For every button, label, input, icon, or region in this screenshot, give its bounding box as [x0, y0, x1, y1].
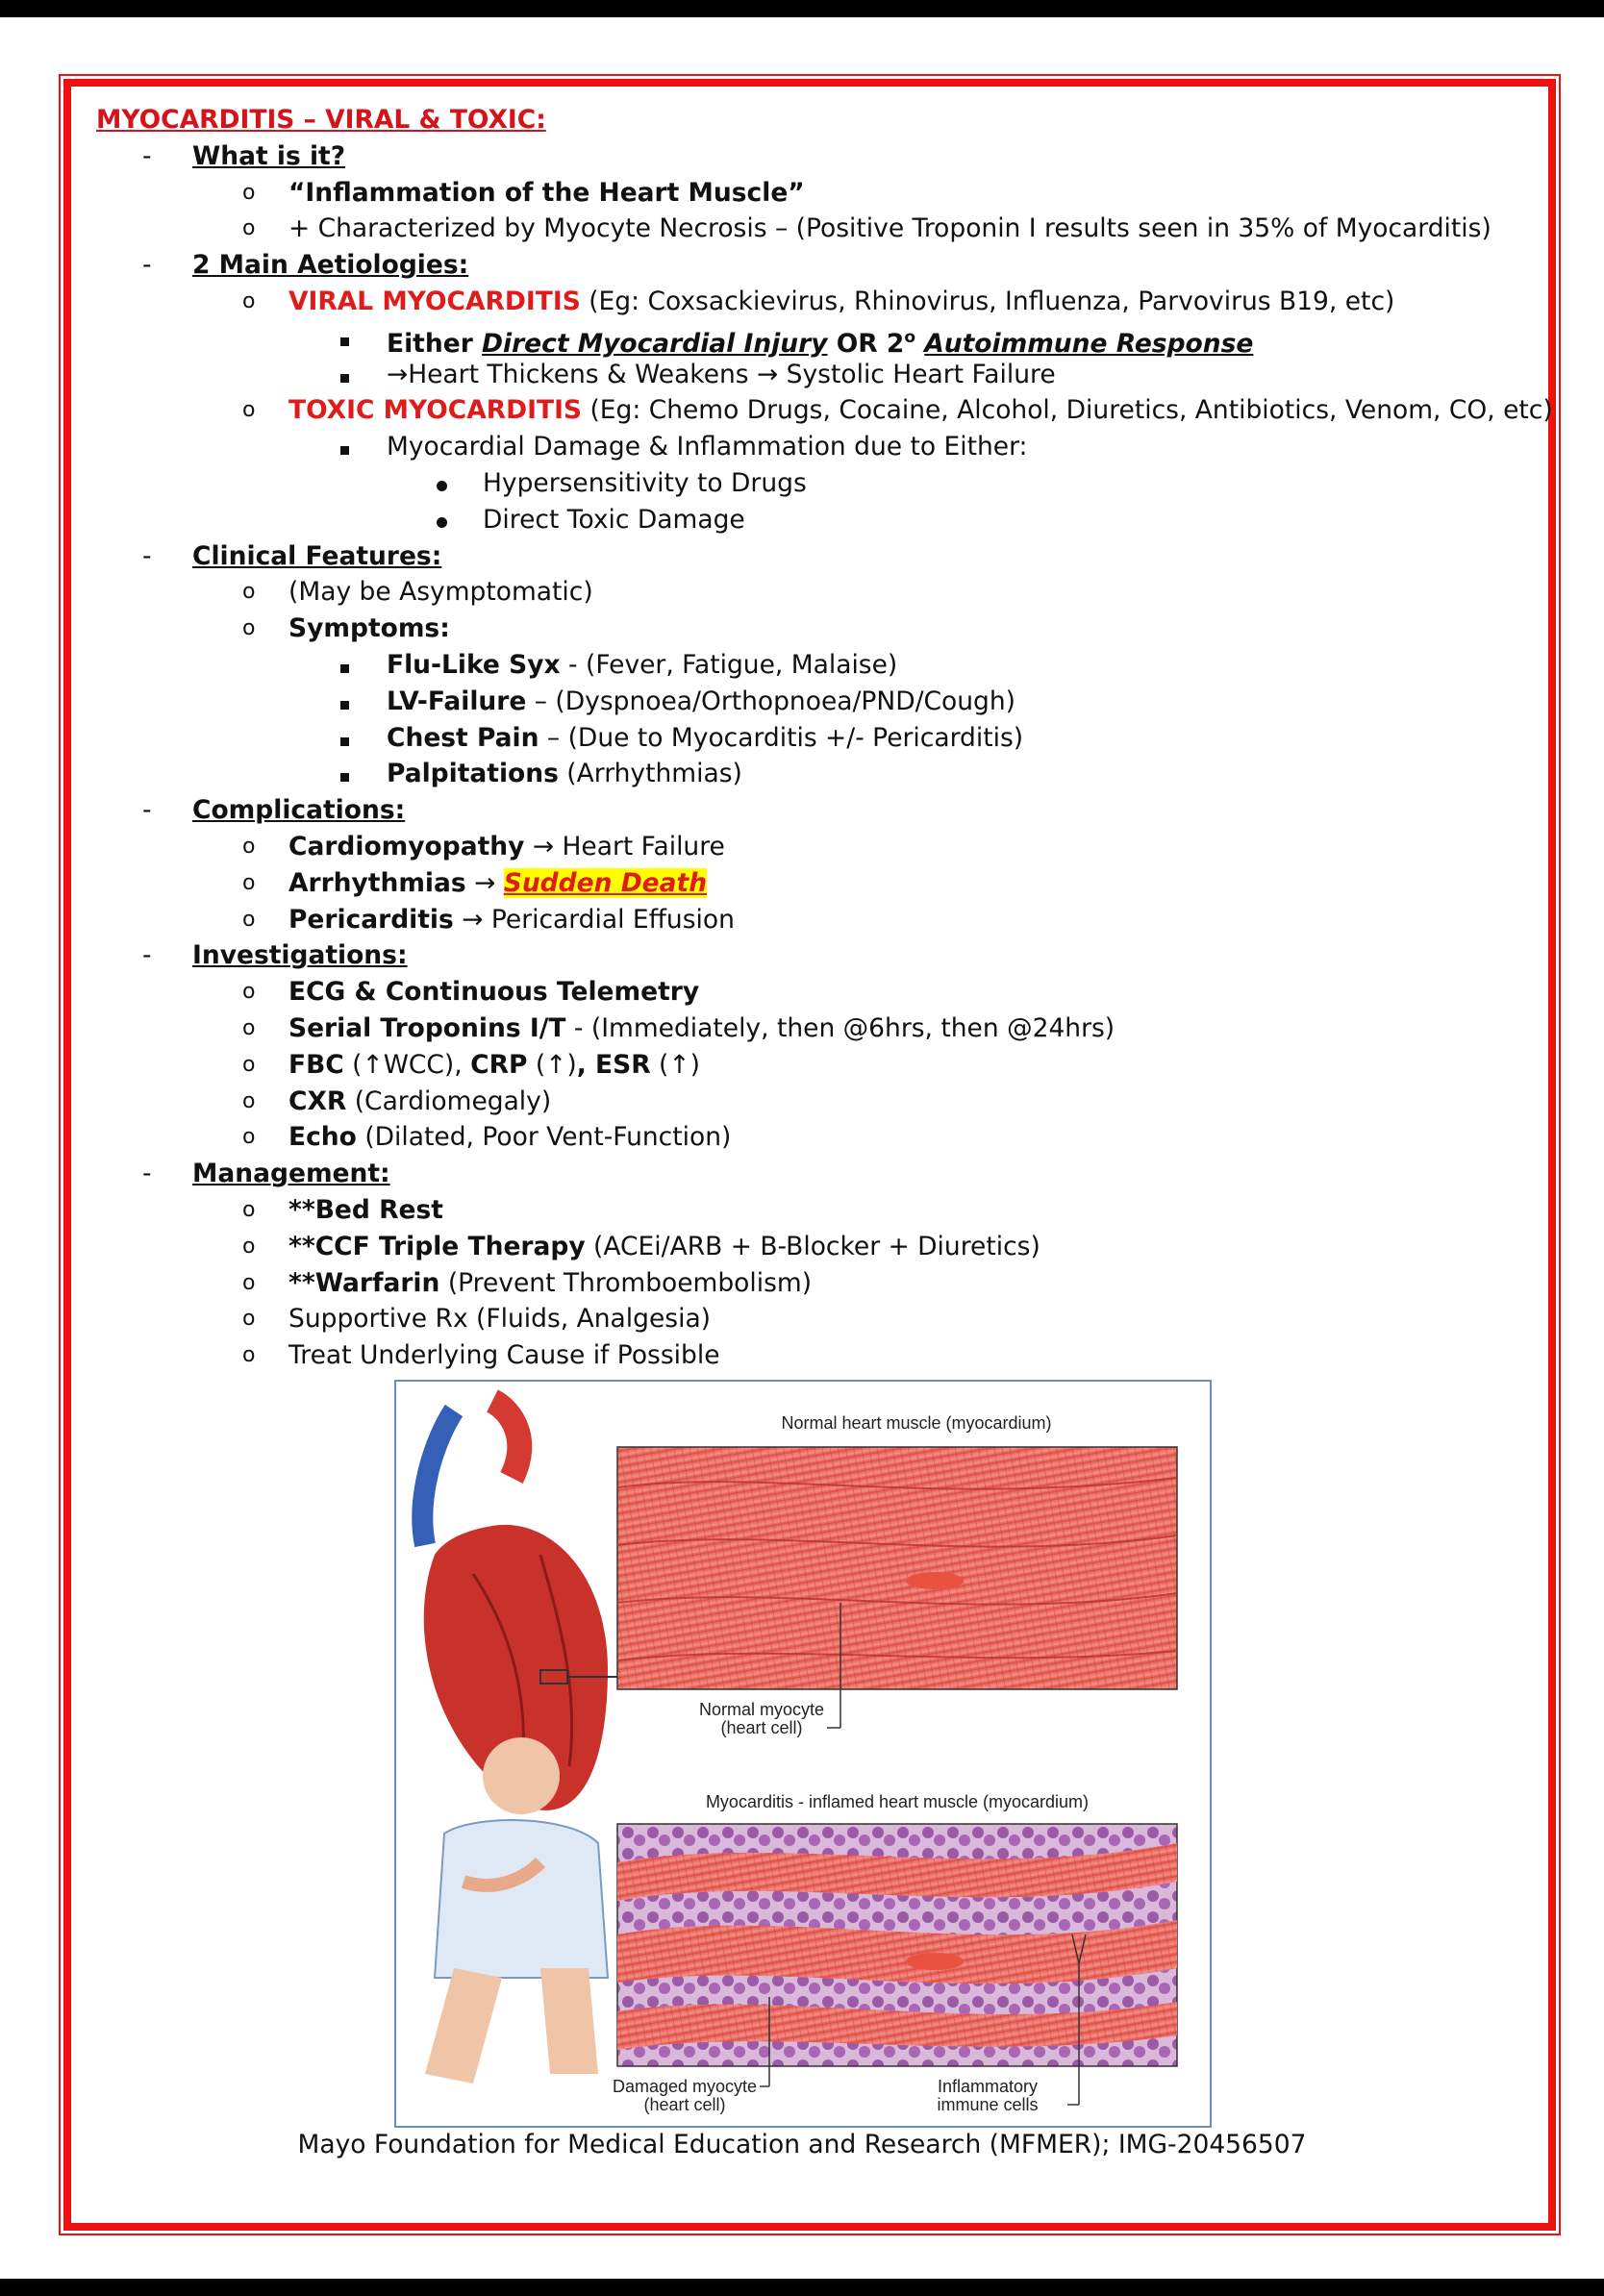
symptom-2	[387, 684, 1015, 720]
list-item	[94, 1301, 1517, 1337]
square-bullet-icon	[340, 720, 349, 757]
normal-muscle-panel	[617, 1447, 1177, 1689]
text: - (Immediately, then @6hrs, then @24hrs)	[565, 1012, 1115, 1043]
management-1: **Bed Rest	[288, 1194, 443, 1225]
circle-bullet: o	[242, 1052, 256, 1077]
list-item	[94, 1192, 1517, 1229]
toxic-label: TOXIC MYOCARDITIS	[288, 395, 583, 426]
text: (↑WCC),	[343, 1049, 471, 1080]
toxic-cause-1: Hypersensitivity to Drugs	[483, 467, 807, 498]
square-bullet-icon	[340, 756, 349, 792]
square-bullet-icon	[340, 684, 349, 720]
text: Pericarditis	[288, 904, 454, 935]
complication-1	[288, 829, 725, 865]
viral-examples: (Eg: Coxsackievirus, Rhinovirus, Influenza, Parvovirus B19, etc)	[580, 286, 1395, 316]
section-heading-what: What is it?	[192, 140, 346, 171]
text: , ESR	[576, 1049, 651, 1080]
list-item	[94, 720, 1517, 757]
text: (↑)	[527, 1049, 577, 1080]
circle-bullet: o	[242, 216, 256, 241]
investigation-4	[288, 1084, 551, 1120]
clinical-item-2: Symptoms:	[288, 613, 450, 644]
list-item	[94, 902, 1517, 938]
circle-bullet: o	[242, 398, 256, 423]
symptom-4	[387, 756, 742, 792]
list-item	[94, 574, 1517, 611]
list-item	[94, 392, 1553, 429]
myocarditis-illustration	[394, 1380, 1212, 2128]
text: LV-Failure	[387, 686, 527, 716]
circle-bullet: o	[242, 1125, 256, 1150]
list-item	[94, 284, 1517, 320]
text: Palpitations	[387, 759, 559, 789]
text: immune cells	[937, 2095, 1039, 2114]
toxic-mechanism: Myocardial Damage & Inflammation due to Either:	[387, 432, 1028, 462]
list-item	[94, 211, 1517, 247]
section-heading-clinical: Clinical Features:	[192, 540, 442, 571]
notes-content	[94, 102, 1553, 1374]
investigation-5	[288, 1119, 731, 1156]
figure-label-top: Normal heart muscle (myocardium)	[781, 1413, 1052, 1433]
management-5: Treat Underlying Cause if Possible	[288, 1340, 720, 1371]
circle-bullet: o	[242, 1343, 256, 1368]
list-item	[94, 865, 1517, 902]
text: OR 2	[827, 328, 905, 359]
list-item	[94, 1156, 1517, 1192]
text: Either	[387, 328, 482, 359]
dash-bullet: -	[142, 940, 152, 971]
dash-bullet: -	[142, 795, 152, 826]
circle-bullet: o	[242, 907, 256, 932]
circle-bullet: o	[242, 180, 256, 205]
dash-bullet: -	[142, 250, 152, 281]
list-item	[94, 937, 1517, 974]
list-item	[94, 1265, 1517, 1302]
square-bullet-icon	[340, 357, 349, 393]
complication-3	[288, 902, 735, 938]
viral-line	[288, 284, 1394, 320]
list-item	[94, 1337, 1517, 1374]
list-item	[94, 1229, 1517, 1265]
symptom-1	[387, 647, 897, 684]
text: FBC	[288, 1049, 344, 1080]
toxic-examples: (Eg: Chemo Drugs, Cocaine, Alcohol, Diuretics, Antibiotics, Venom, CO, etc)	[582, 395, 1553, 426]
list-item	[94, 647, 1517, 684]
toxic-cause-2: Direct Toxic Damage	[483, 504, 745, 535]
figure-caption: Mayo Foundation for Medical Education and Research (MFMER); IMG-20456507	[297, 2130, 1307, 2159]
clinical-item-1: (May be Asymptomatic)	[288, 577, 593, 608]
text: → Pericardial Effusion	[453, 904, 735, 935]
text: **Warfarin	[288, 1267, 440, 1298]
circle-bullet: o	[242, 980, 256, 1005]
text: CRP	[470, 1049, 528, 1080]
list-item	[94, 175, 1517, 212]
figure-label-normal-myocyte	[675, 1701, 848, 1737]
section-heading-management: Management:	[192, 1159, 390, 1189]
text: (↑)	[650, 1049, 700, 1080]
dot-bullet-icon	[437, 502, 447, 538]
text: CXR	[288, 1086, 347, 1116]
figure-label-damaged-myocyte	[598, 2078, 771, 2114]
text: Damaged myocyte	[612, 2077, 758, 2096]
page-title-row	[94, 102, 1517, 138]
circle-bullet: o	[242, 580, 256, 605]
section-heading-investigations: Investigations:	[192, 940, 408, 971]
circle-bullet: o	[242, 870, 256, 895]
list-item	[94, 429, 1517, 465]
list-item	[94, 138, 1517, 175]
viral-label: VIRAL MYOCARDITIS	[288, 286, 581, 316]
section-heading-aetiologies: 2 Main Aetiologies:	[192, 250, 469, 281]
text: Chest Pain	[387, 722, 539, 753]
text: Arrhythmias	[288, 867, 466, 898]
text: (Arrhythmias)	[558, 759, 742, 789]
list-item	[94, 611, 1517, 647]
nucleus	[906, 1953, 964, 1970]
list-item	[94, 465, 1517, 502]
list-item	[94, 792, 1517, 829]
text: (Cardiomegaly)	[346, 1086, 552, 1116]
list-item	[94, 756, 1517, 792]
dash-bullet: -	[142, 140, 152, 171]
text: – (Due to Myocarditis +/- Pericarditis)	[539, 722, 1024, 753]
dash-bullet: -	[142, 540, 152, 571]
list-item	[94, 357, 1517, 393]
list-item	[94, 1119, 1517, 1156]
text: (Prevent Thromboembolism)	[439, 1267, 813, 1298]
highlighted-text: Sudden Death	[503, 867, 708, 898]
list-item	[94, 1084, 1517, 1120]
management-2	[288, 1229, 1040, 1265]
superscript: o	[904, 327, 916, 347]
list-item	[94, 320, 1517, 357]
what-item-2: + Characterized by Myocyte Necrosis – (Positive Troponin I results seen in 35% of Myocarditis)	[288, 213, 1491, 244]
circle-bullet: o	[242, 288, 256, 313]
list-item	[94, 974, 1517, 1011]
complication-2	[288, 865, 707, 902]
circle-bullet: o	[242, 1088, 256, 1113]
investigation-2	[288, 1011, 1115, 1047]
list-item	[94, 684, 1517, 720]
viral-result: →Heart Thickens & Weakens → Systolic Heart Failure	[387, 359, 1056, 389]
symptom-3	[387, 720, 1023, 757]
dot-bullet-icon	[437, 465, 447, 502]
text: (heart cell)	[720, 1718, 803, 1737]
circle-bullet: o	[242, 1307, 256, 1332]
list-item	[94, 502, 1517, 538]
text: – (Dyspnoea/Orthopnoea/PND/Cough)	[526, 686, 1016, 716]
illustration-svg	[396, 1382, 1210, 2126]
what-item-1: “Inflammation of the Heart Muscle”	[288, 177, 805, 208]
investigation-1: ECG & Continuous Telemetry	[288, 977, 700, 1008]
text: (heart cell)	[643, 2095, 726, 2114]
list-item	[94, 1047, 1517, 1084]
nucleus	[906, 1572, 964, 1589]
text: Flu-Like Syx	[387, 649, 561, 680]
square-bullet-icon	[340, 429, 349, 465]
management-4: Supportive Rx (Fluids, Analgesia)	[288, 1304, 712, 1335]
square-bullet-icon	[340, 320, 349, 357]
investigation-3	[288, 1047, 700, 1084]
text: Serial Troponins I/T	[288, 1012, 566, 1043]
circle-bullet: o	[242, 1197, 256, 1222]
dash-bullet: -	[142, 1159, 152, 1189]
circle-bullet: o	[242, 1015, 256, 1040]
text: (ACEi/ARB + B-Blocker + Diuretics)	[585, 1231, 1040, 1261]
text: Normal myocyte	[698, 1700, 825, 1719]
text: → Heart Failure	[524, 831, 725, 861]
list-item	[94, 829, 1517, 865]
figure-label-bottom: Myocarditis - inflamed heart muscle (myocardium)	[705, 1792, 1090, 1811]
list-item	[94, 247, 1517, 284]
text: (Dilated, Poor Vent-Function)	[356, 1122, 732, 1153]
list-item	[94, 538, 1517, 575]
section-heading-complications: Complications:	[192, 795, 406, 826]
management-3	[288, 1265, 812, 1302]
toxic-line	[288, 392, 1553, 429]
circle-bullet: o	[242, 616, 256, 641]
circle-bullet: o	[242, 1270, 256, 1295]
text: →	[465, 867, 504, 898]
text: Cardiomyopathy	[288, 831, 525, 861]
figure-label-immune-cells	[906, 2078, 1069, 2114]
text: **CCF Triple Therapy	[288, 1231, 586, 1261]
top-black-bar	[0, 0, 1604, 17]
text: - (Fever, Fatigue, Malaise)	[560, 649, 898, 680]
square-bullet-icon	[340, 647, 349, 684]
text: Inflammatory	[937, 2077, 1039, 2096]
bottom-black-bar	[0, 2279, 1604, 2296]
text: Autoimmune Response	[924, 328, 1254, 359]
list-item	[94, 1011, 1517, 1047]
text: Echo	[288, 1122, 357, 1153]
page-title: MYOCARDITIS – VIRAL & TOXIC:	[96, 105, 546, 135]
text: Direct Myocardial Injury	[482, 328, 828, 359]
circle-bullet: o	[242, 1234, 256, 1259]
circle-bullet: o	[242, 834, 256, 859]
